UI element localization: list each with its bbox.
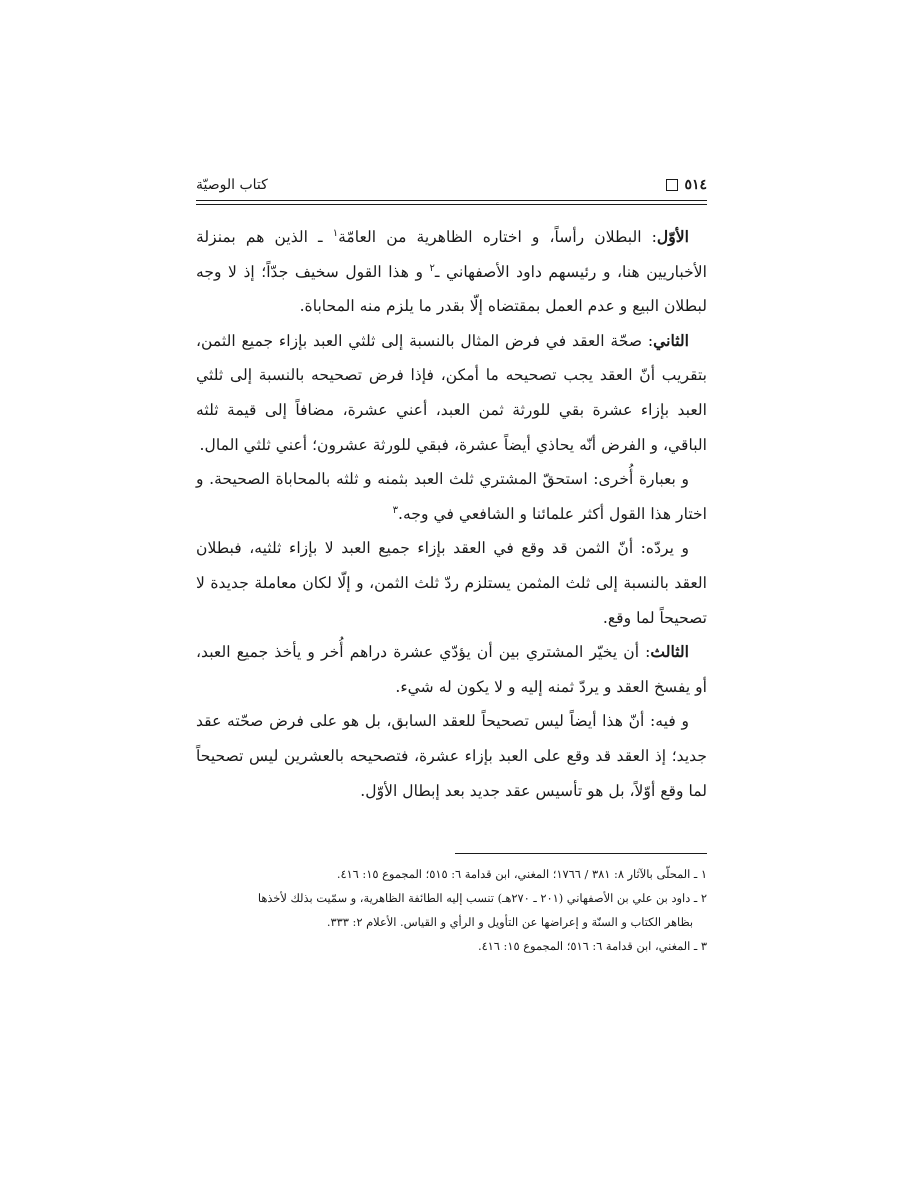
paragraph-text: : البطلان رأساً، و اختاره الظاهرية من العامّة (338, 228, 657, 246)
paragraph-text: و بعبارة أُخرى: استحقّ المشتري ثلث العبد بثمنه و ثلثه بالمحاباة الصحيحة. و اختار هذا القول أكثر علمائنا و الشافعي في وجه. (196, 470, 707, 523)
paragraph-label: الثالث (650, 642, 689, 662)
page-number-block (666, 177, 707, 193)
paragraph (196, 635, 707, 704)
paragraph-text: ـ الذين هم بمنزلة الأخباريين هنا، و رئيسهم داود الأصفهاني ـ (196, 228, 707, 281)
header-rule-thin (196, 204, 707, 205)
paragraph-text: : أن يخيّر المشتري بين أن يؤدّي عشرة دراهم أُخر و يأخذ جميع العبد، أو يفسخ العقد و يردّ ثمنه إليه و لا يكون له شيء. (196, 643, 707, 696)
paragraph (196, 704, 707, 808)
paragraph-text: و فيه: أنّ هذا أيضاً ليس تصحيحاً للعقد السابق، بل هو على فرض صحّته عقد جديد؛ إذ العقد قد وقع على العبد بإزاء عشرة، فتصحيحه بالعشرين ليس تصحيحاً لما وقع أوّلاً، بل هو تأسيس عقد جديد بعد إبطال الأوّل. (196, 712, 707, 800)
page-number: ٥١٤ (684, 177, 707, 193)
paragraph-label: الثاني (653, 330, 689, 350)
footnote: ٢ ـ داود بن علي بن الأصفهاني (٢٠١ ـ ٢٧٠هـ) تنسب إليه الطائفة الظاهرية، و سمّيت بذلك لأخذها (257, 891, 707, 905)
footnote-ref: ٢ (429, 262, 435, 274)
paragraph-text: و هذا القول سخيف جدّاً؛ إذ لا وجه لبطلان البيع و عدم العمل بمقتضاه إلّا بقدر ما يلزم منه المحاباة. (196, 262, 707, 316)
paragraph (196, 220, 707, 324)
main-text (196, 220, 707, 808)
paragraph-text: : صحّة العقد في فرض المثال بالنسبة إلى ثلثي العبد بإزاء جميع الثمن، بتقريب أنّ العقد يجب تصحيحه ما أمكن، فإذا فرض تصحيحه بالنسبة إلى ثلثي العبد بإزاء عشرة بقي للورثة ثمن العبد، أعني عشرة، مضافاً إلى قيمة ثلثه الباقي، و الفرض أنّه يحاذي أيضاً عشرة، فبقي للورثة عشرون؛ أعني ثلثي المال. (196, 331, 707, 454)
paragraph-text: و يردّه: أنّ الثمن قد وقع في العقد بإزاء جميع العبد لا بإزاء ثلثيه، فبطلان العقد بالنسبة إلى ثلث المثمن يستلزم ردّ ثلث الثمن، و إلّا لكان معاملة جديدة لا تصحيحاً لما وقع. (196, 539, 708, 627)
footnote-ref: ١ (332, 227, 339, 239)
footnote-ref: ٣ (392, 504, 398, 516)
paragraph-label: الأوّل (656, 227, 690, 246)
square-icon (666, 179, 678, 191)
footnotes (196, 862, 707, 958)
footnote: ١ ـ المحلّى بالآثار ٨: ٣٨١ / ١٧٦٦؛ المغني، ابن قدامة ٦: ٥١٥؛ المجموع ١٥: ٤١٦. (336, 867, 707, 881)
footnote-continuation: بظاهر الكتاب و السنّة و إعراضها عن التأويل و الرأي و القياس. الأعلام ٢: ٣٣٣. (326, 915, 693, 929)
paragraph (196, 531, 707, 635)
footnote-rule (455, 853, 707, 854)
paragraph (196, 324, 707, 462)
header-rule (196, 200, 707, 201)
paragraph (196, 462, 707, 531)
page-header (196, 174, 707, 196)
footnote: ٣ ـ المغني، ابن قدامة ٦: ٥١٦؛ المجموع ١٥: ٤١٦. (477, 939, 707, 953)
book-title: كتاب الوصيّة (196, 177, 268, 193)
